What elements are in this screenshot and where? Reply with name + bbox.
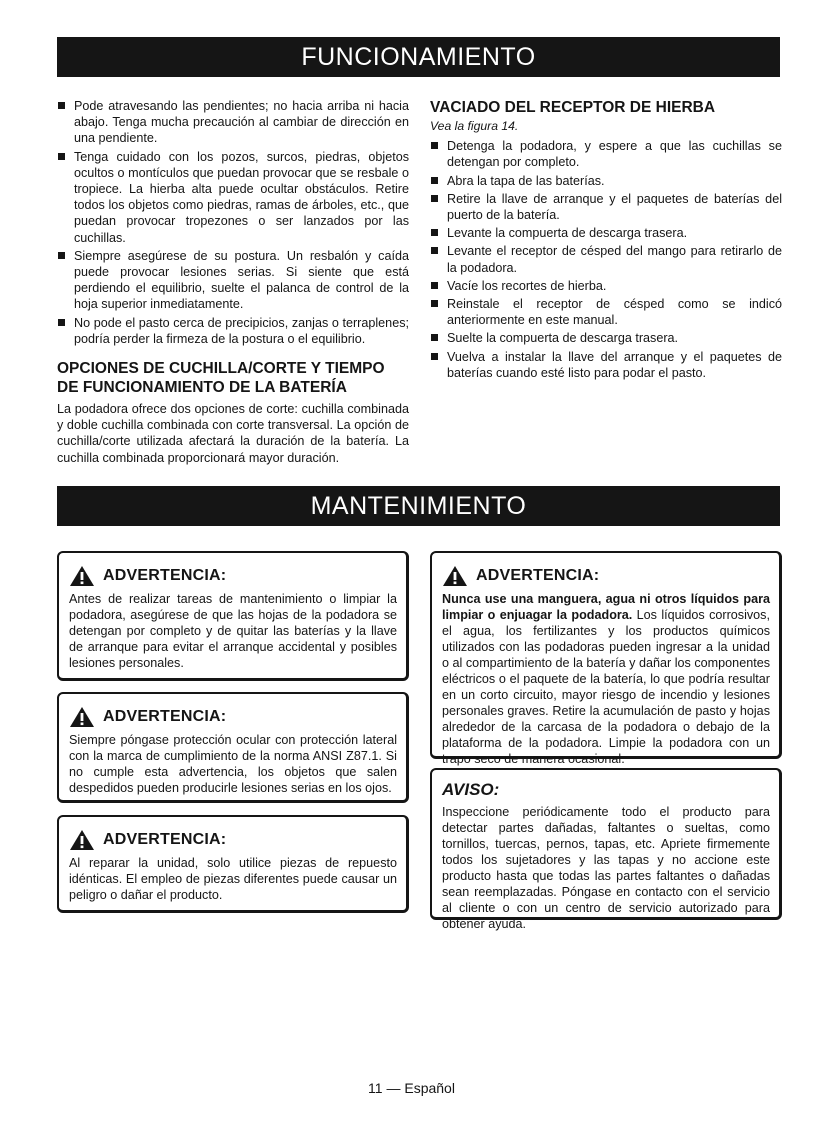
list-item: Tenga cuidado con los pozos, surcos, piedras, objetos ocultos o montículos que puedan provocar que se resbale o tropiece. La hierba alta puede ocultar obstáculos. Retire todos los objetos como piedras, ramas de árboles, etc., que puedan provocar tropezones o ser lanzados por las cuchillas. (57, 149, 409, 246)
list-item: Abra la tapa de las baterías. (430, 173, 782, 189)
list-item: No pode el pasto cerca de precipicios, zanjas o terraplenes; podría perder la firmeza de la postura o el equilibrio. (57, 315, 409, 347)
options-heading: OPCIONES DE CUCHILLA/CORTE Y TIEMPO DE FUNCIONAMIENTO DE LA BATERÍA (57, 360, 385, 397)
warning-bold-text: Nunca use una manguera, agua ni otros líquidos para limpiar o enjuagar la podadora. (442, 592, 770, 622)
warning-box-no-water (430, 551, 782, 766)
grass-catcher-heading: VACIADO DEL RECEPTOR DE HIERBA (430, 99, 716, 116)
warning-text: Siempre póngase protección ocular con protección lateral con la marca de cumplimiento de la norma ANSI Z87.1. Si no cumple esta advertencia, los objetos que salen despedidos pueden producirle lesiones serias en los ojos. (69, 733, 397, 795)
options-paragraph: La podadora ofrece dos opciones de corte: cuchilla combinada y doble cuchilla combinada con corte transversal. La opción de cuchilla/corte utilizada afectará la duración de la batería. La cuchilla combinada proporcionará mayor duración. (57, 402, 409, 465)
section-banner-mantenimiento: MANTENIMIENTO (57, 486, 780, 526)
notice-title: AVISO: (442, 780, 500, 799)
list-item: Reinstale el receptor de césped como se indicó anteriormente en este manual. (430, 296, 782, 328)
warning-triangle-icon (69, 829, 95, 851)
warning-box-cleaning (57, 551, 409, 681)
list-item: Levante el receptor de césped del mango para retirarlo de la podadora. (430, 243, 782, 275)
warning-triangle-icon (69, 565, 95, 587)
left-column (57, 98, 409, 466)
list-item: Vacíe los recortes de hierba. (430, 278, 782, 294)
warning-text: Al reparar la unidad, solo utilice piezas de repuesto idénticas. El empleo de piezas diferentes puede causar un peligro o dañar el producto. (69, 856, 397, 902)
list-item: Siempre asegúrese de su postura. Un resbalón y caída puede provocar lesiones serias. Si siente que está perdiendo el equilibrio, suelte el palanca de control de la hoja superior inmediatamente. (57, 248, 409, 313)
warning-box-eye-protection (57, 692, 409, 803)
warning-body-text: Los líquidos corrosivos, el agua, los fertilizantes y los productos químicos utilizados con las podadoras pueden ingresar a la unidad o al compartimiento de la batería y dañar los componentes eléctricos o el paquete de la batería, lo que podría resultar en un corto circuito, mayor riesgo de incendio y lesiones personales graves. Retire la acumulación de pasto y hojas alrededor de la carcasa de la podadora o debajo de la plataforma de la podadora. Limpie la podadora con un trapo seco de manera ocasional. (442, 608, 770, 766)
section-banner-funcionamiento: FUNCIONAMIENTO (57, 37, 780, 77)
notice-text: Inspeccione periódicamente todo el producto para detectar partes dañadas, faltantes o sueltas, como tornillos, tuercas, pernos, tapas, etc. Apriete firmemente todos los sujetadores y las tapas y no accione este producto hasta que todas las partes faltantes o dañadas sean reemplazadas. Póngase en contacto con el servicio al cliente o con un centro de servicio autorizado para obtener ayuda. (442, 805, 770, 931)
warning-text: Antes de realizar tareas de mantenimiento o limpiar la podadora, asegúrese de que las hojas de la podadora se detengan por completo y de quitar las baterías y la llave de arranque para evitar el arranque accidental y posibles lesiones personales. (69, 592, 397, 670)
list-item: Detenga la podadora, y espere a que las cuchillas se detengan por completo. (430, 138, 782, 170)
warning-text (442, 591, 770, 767)
figure-reference: Vea la figura 14. (430, 119, 519, 133)
safety-bullet-list (57, 98, 409, 347)
warning-title: ADVERTENCIA: (103, 708, 227, 725)
page-number: 11 — Español (368, 1080, 455, 1096)
warning-box-replacement-parts (57, 815, 409, 913)
list-item: Levante la compuerta de descarga trasera. (430, 225, 782, 241)
warning-title: ADVERTENCIA: (103, 567, 227, 584)
right-column (430, 98, 782, 383)
list-item: Vuelva a instalar la llave del arranque y el paquetes de baterías cuando esté listo para podar el pasto. (430, 349, 782, 381)
emptying-steps-list (430, 138, 782, 381)
list-item: Suelte la compuerta de descarga trasera. (430, 330, 782, 346)
notice-box (430, 768, 782, 931)
list-item: Retire la llave de arranque y el paquetes de baterías del puerto de la batería. (430, 191, 782, 223)
warning-title: ADVERTENCIA: (476, 567, 600, 584)
warning-triangle-icon (69, 706, 95, 728)
list-item: Pode atravesando las pendientes; no hacia arriba ni hacia abajo. Tenga mucha precaución al cambiar de dirección en una pendiente. (57, 98, 409, 147)
warning-title: ADVERTENCIA: (103, 831, 227, 848)
warning-triangle-icon (442, 565, 468, 587)
